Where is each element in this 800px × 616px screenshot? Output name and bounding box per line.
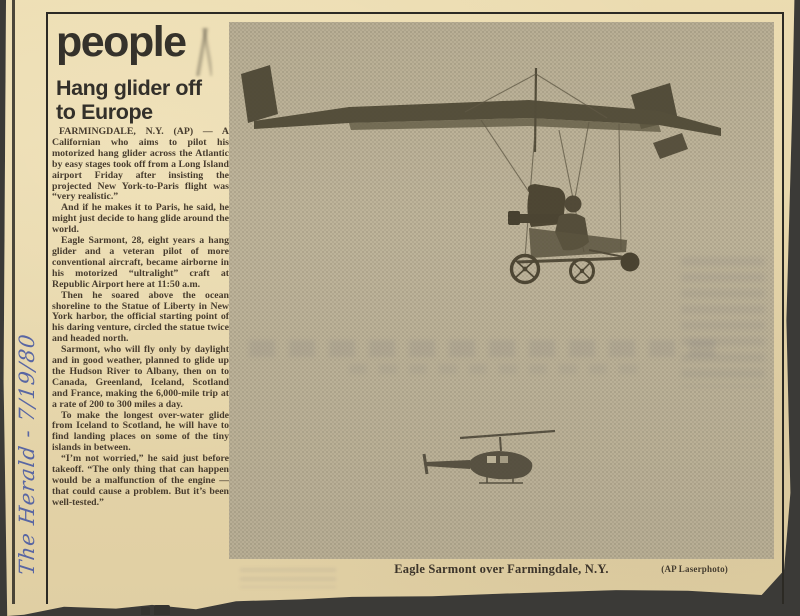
torn-edge-fragment [141, 607, 150, 615]
handwritten-source-note: The Herald - 7/19/80 [15, 332, 39, 577]
cabin-window [500, 456, 508, 463]
torn-edge-fragment [154, 605, 170, 615]
main-rotor [460, 431, 555, 438]
article-paragraph: To make the longest over-water glide from Iceland to Scotland, he will have to find landing places on some of the tiny islands in between. [52, 409, 229, 454]
tail-boom [425, 460, 470, 469]
article-paragraph: Eagle Sarmont, 28, eight years a hang glider and a veteran pilot of more conventional aircraft, became airborne in his motorized “ultralight” craft at Republic Airport here at 11:50 a.m. [52, 235, 229, 290]
article-body-column [52, 127, 229, 509]
front-wheel [512, 256, 539, 283]
article-paragraph: FARMINGDALE, N.Y. (AP) — A Californian who aims to pilot his motorized hang glider across the Atlantic by easy stages took off from a Long Island airport Friday after insisting the projected New York-to-Paris flight was “very realistic.” [52, 126, 229, 203]
rear-wheel [621, 253, 640, 272]
article-paragraph: And if he makes it to Paris, he said, he might just decide to hang glide around the world. [52, 202, 229, 236]
article-paragraph: “I’m not worried,” he said just before takeoff. “The only thing that can happen would be a malfunction of the engine — that could cause a problem. But it’s been well-tested.” [52, 453, 229, 508]
fuselage [469, 451, 532, 479]
helicopter [424, 431, 555, 483]
ink-smudge [196, 28, 212, 76]
photo-caption: Eagle Sarmont over Farmingdale, N.Y. [394, 562, 609, 576]
article-paragraph: Then he soared above the ocean shoreline to the Statue of Liberty in New York harbor, the official starting point of his daring venture, circled the statue twice and headed north. [52, 289, 229, 345]
pilot-head [565, 196, 582, 213]
cabin-window [487, 456, 496, 463]
hang-glider [241, 65, 721, 283]
article-headline: Hang glider off to Europe [56, 76, 202, 125]
article-paragraph: Sarmont, who will fly only by daylight and in good weather, planned to glide up the Hudson River to Albany, then on to Canada, Greenland, Iceland, Scotland and France, making the 6,000-mile trip at a rate of 200 to 300 miles a day. [52, 344, 229, 410]
print-bleedthrough [240, 568, 336, 588]
right-lower-fin [653, 133, 688, 159]
photo-artwork [229, 22, 774, 559]
photo-credit: (AP Laserphoto) [661, 564, 728, 574]
middle-wheel [571, 260, 594, 283]
left-wingtip-fin [241, 65, 278, 123]
section-masthead: people [56, 18, 186, 66]
news-photograph [229, 22, 774, 559]
tail-fin [424, 454, 427, 474]
